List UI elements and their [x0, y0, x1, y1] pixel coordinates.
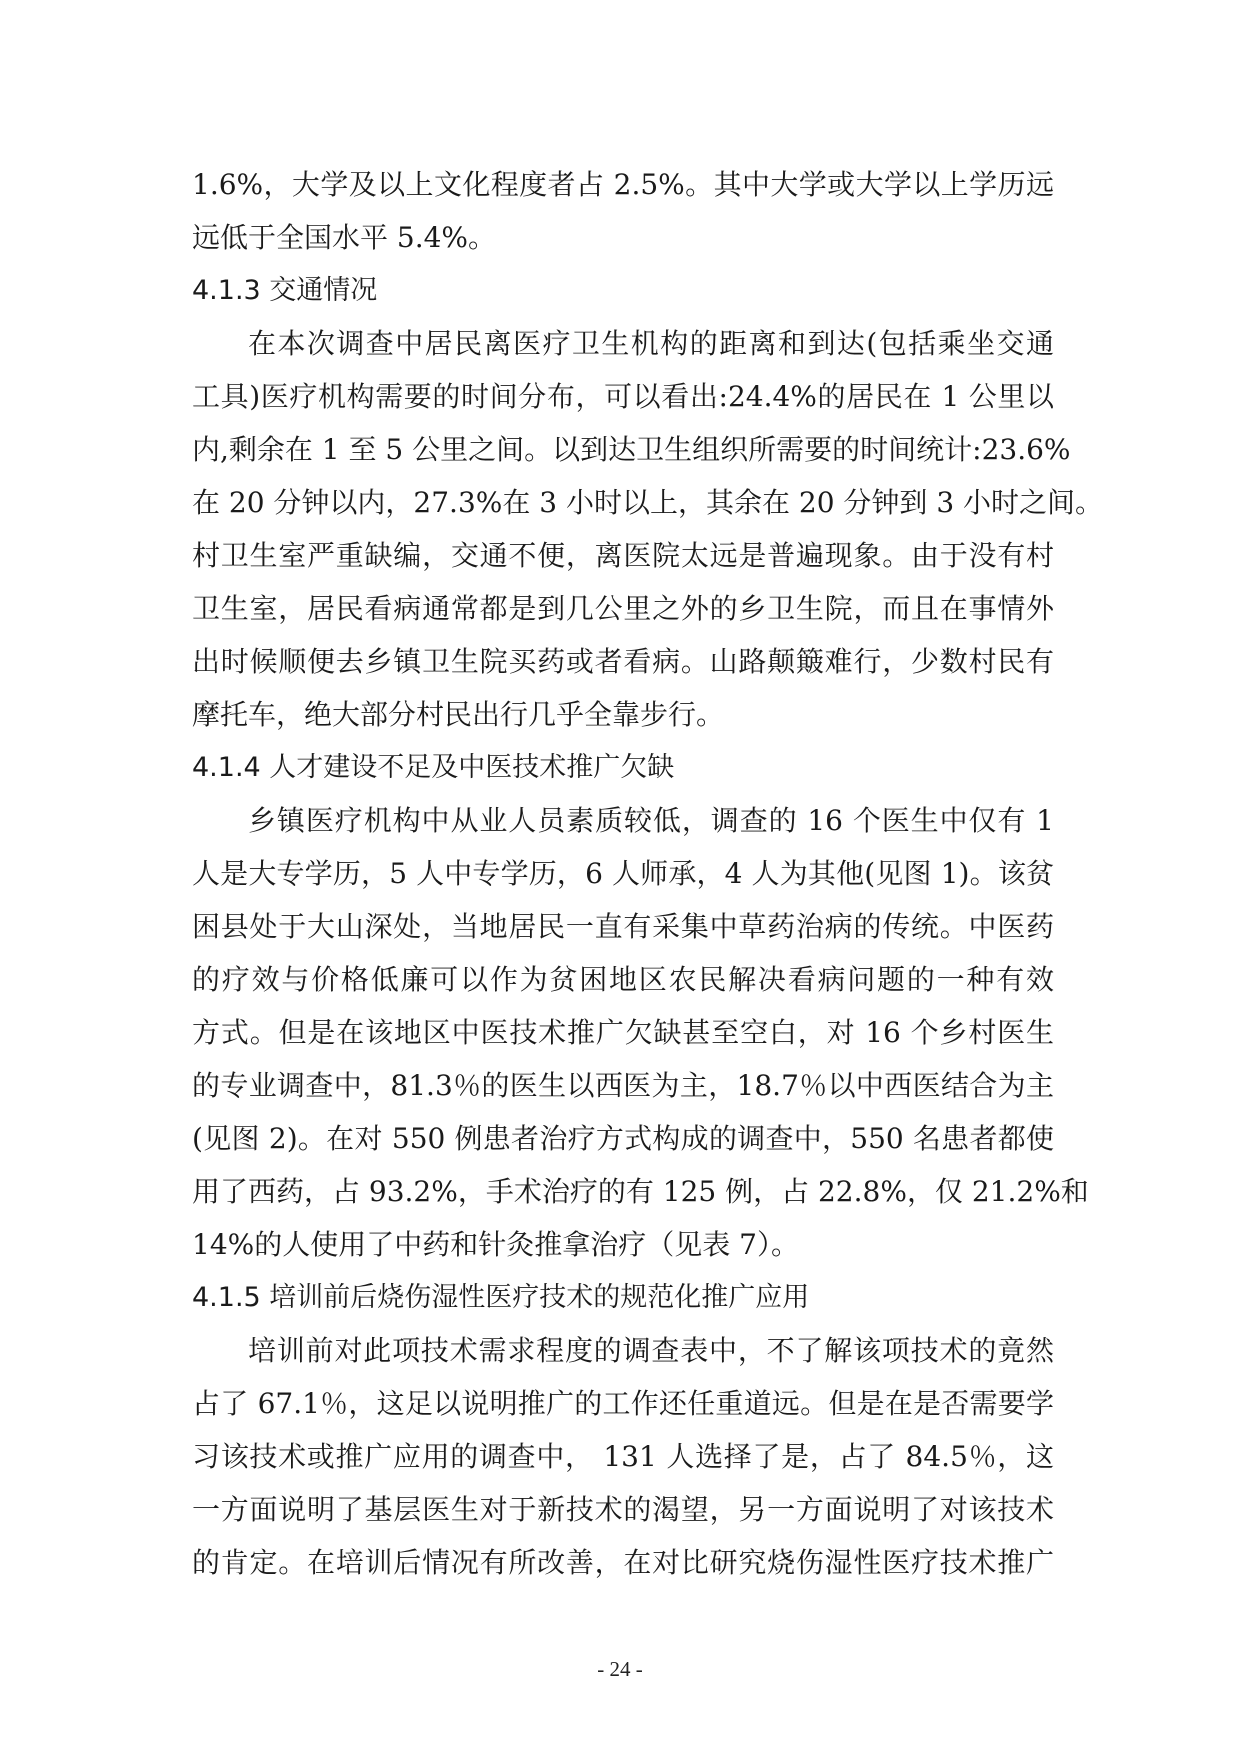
paragraph-continued	[192, 158, 1054, 264]
section-4-1-3	[192, 264, 1104, 741]
text-line: 卫生室，居民看病通常都是到几公里之外的乡卫生院，而且在事情外	[192, 592, 1054, 625]
text-line: 的疗效与价格低廉可以作为贫困地区农民解决看病问题的一种有效	[192, 963, 1054, 996]
text-line: 的肯定。在培训后情况有所改善，在对比研究烧伤湿性医疗技术推广	[192, 1546, 1054, 1579]
document-body	[192, 158, 1104, 1589]
text-line: 一方面说明了基层医生对于新技术的渴望，另一方面说明了对该技术	[192, 1493, 1054, 1526]
text-line: 村卫生室严重缺编，交通不便，离医院太远是普遍现象。由于没有村	[192, 539, 1054, 572]
text-line: (见图 2)。在对 550 例患者治疗方式构成的调查中，550 名患者都使	[192, 1122, 1054, 1155]
text-line: 在 20 分钟以内，27.3%在 3 小时以上，其余在 20 分钟到 3 小时之间。	[192, 486, 1104, 519]
text-line: 的专业调查中，81.3％的医生以西医为主，18.7％以中西医结合为主	[192, 1069, 1054, 1102]
text-line: 14%的人使用了中药和针灸推拿治疗（见表 7）。	[192, 1228, 799, 1261]
text-line: 人是大专学历，5 人中专学历，6 人师承，4 人为其他(见图 1)。该贫	[192, 857, 1054, 890]
text-line: 在本次调查中居民离医疗卫生机构的距离和到达(包括乘坐交通	[248, 327, 1054, 360]
text-line: 1.6%，大学及以上文化程度者占 2.5%。其中大学或大学以上学历远	[192, 168, 1054, 201]
text-line: 乡镇医疗机构中从业人员素质较低，调查的 16 个医生中仅有 1	[248, 804, 1054, 837]
text-line: 习该技术或推广应用的调查中， 131 人选择了是，占了 84.5％，这	[192, 1440, 1054, 1473]
text-line: 用了西药，占 93.2%，手术治疗的有 125 例，占 22.8%，仅 21.2%和	[192, 1175, 1089, 1208]
text-line: 占了 67.1％，这足以说明推广的工作还任重道远。但是在是否需要学	[192, 1387, 1054, 1420]
text-line: 困县处于大山深处，当地居民一直有采集中草药治病的传统。中医药	[192, 910, 1054, 943]
text-line: 培训前对此项技术需求程度的调查表中，不了解该项技术的竟然	[248, 1334, 1054, 1367]
section-heading: 4.1.4 人才建设不足及中医技术推广欠缺	[192, 752, 675, 783]
section-heading: 4.1.5 培训前后烧伤湿性医疗技术的规范化推广应用	[192, 1282, 810, 1313]
section-heading: 4.1.3 交通情况	[192, 275, 378, 306]
section-4-1-4	[192, 741, 1089, 1271]
page-number: - 24 -	[597, 1657, 643, 1681]
text-line: 内,剩余在 1 至 5 公里之间。以到达卫生组织所需要的时间统计:23.6%	[192, 433, 1071, 466]
text-line: 出时候顺便去乡镇卫生院买药或者看病。山路颠簸难行，少数村民有	[192, 645, 1054, 678]
text-line: 方式。但是在该地区中医技术推广欠缺甚至空白，对 16 个乡村医生	[192, 1016, 1054, 1049]
text-line: 摩托车，绝大部分村民出行几乎全靠步行。	[192, 698, 725, 731]
text-line: 工具)医疗机构需要的时间分布，可以看出:24.4%的居民在 1 公里以	[192, 380, 1054, 413]
text-line: 远低于全国水平 5.4%。	[192, 221, 497, 254]
section-4-1-5	[192, 1271, 1054, 1589]
